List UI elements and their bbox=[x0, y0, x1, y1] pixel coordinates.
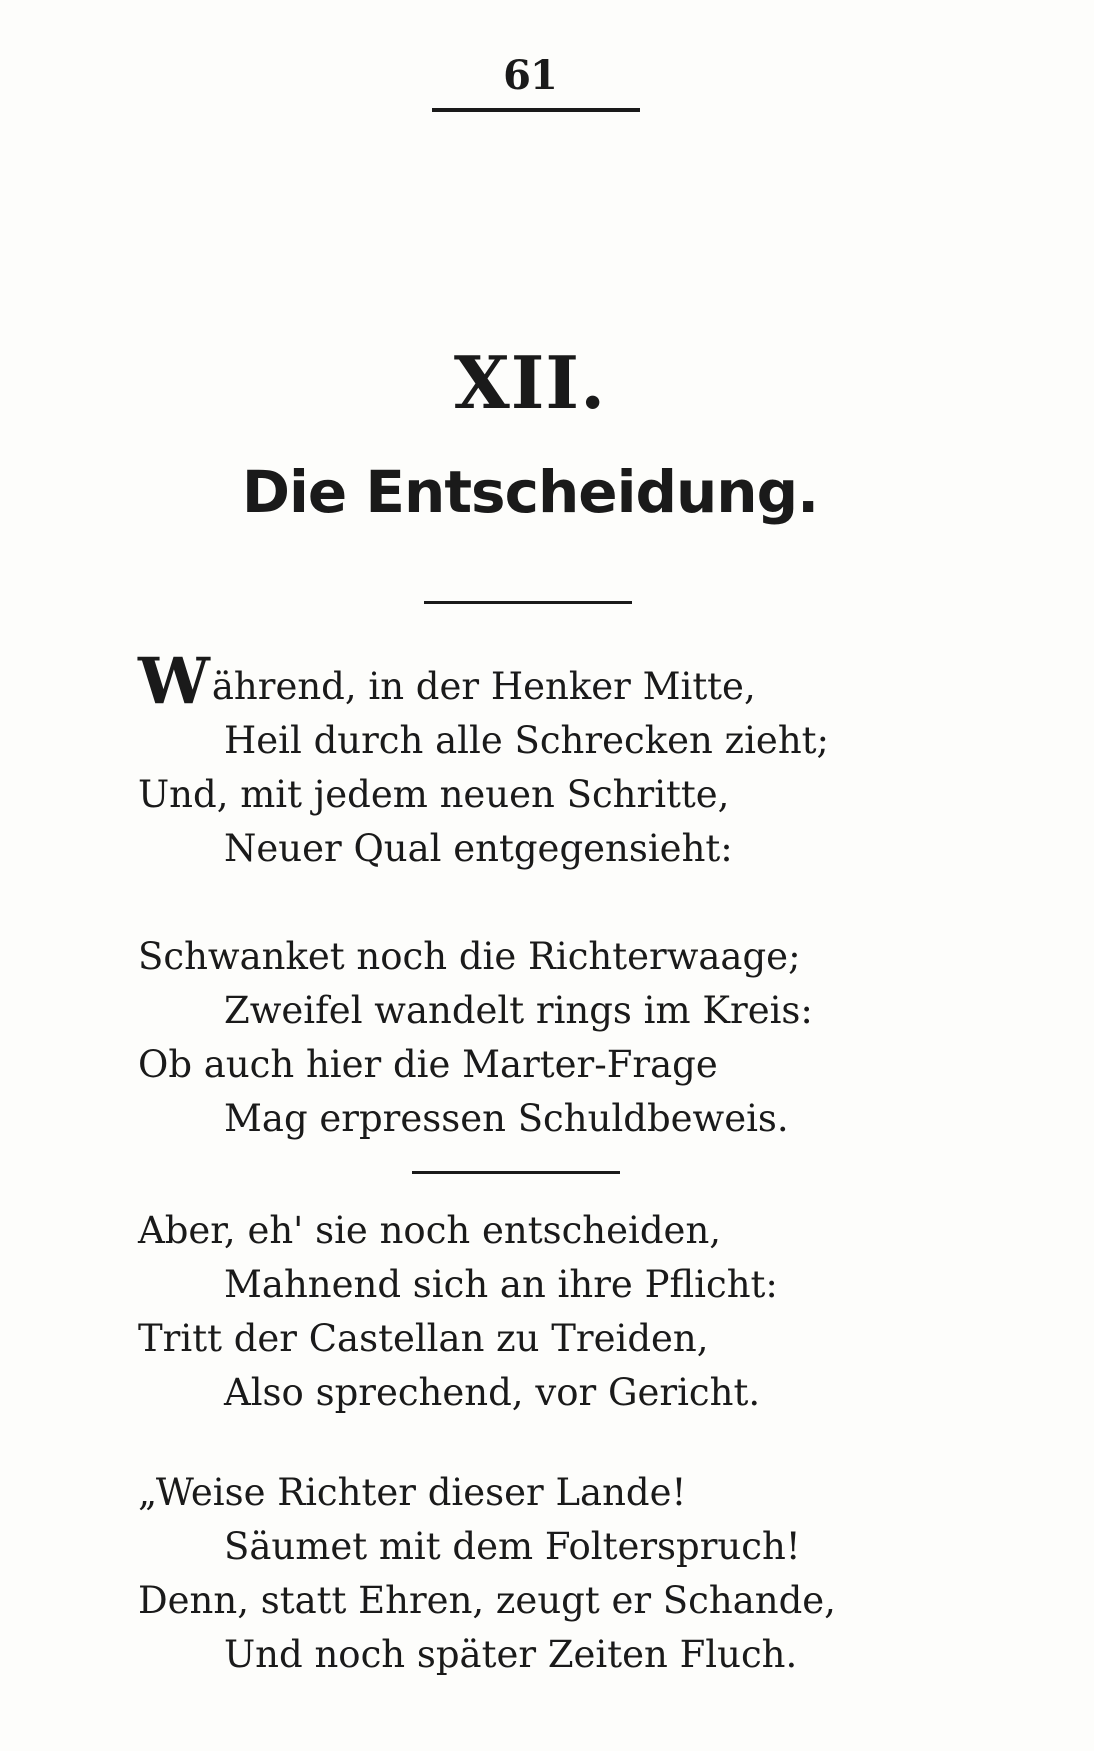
verse-line: Zweifel wandelt rings im Kreis: bbox=[224, 989, 813, 1032]
verse-line bbox=[138, 644, 1018, 719]
chapter-title: Die Entscheidung. bbox=[241, 458, 819, 526]
verse-line: Und noch später Zeiten Fluch. bbox=[224, 1633, 798, 1676]
verse-line: Denn, statt Ehren, zeugt er Schande, bbox=[138, 1579, 836, 1622]
verse-line-text: ährend, in der Henker Mitte, bbox=[211, 665, 756, 708]
verse-line: Schwanket noch die Richterwaage; bbox=[138, 935, 801, 978]
verse-line: Tritt der Castellan zu Treiden, bbox=[138, 1317, 709, 1360]
verse-line: Heil durch alle Schrecken zieht; bbox=[224, 719, 829, 762]
verse-line: Und, mit jedem neuen Schritte, bbox=[138, 773, 730, 816]
page-number: 61 bbox=[503, 52, 557, 99]
section-divider-rule bbox=[412, 1171, 620, 1174]
chapter-numeral: XII. bbox=[453, 340, 607, 425]
verse-line: Neuer Qual entgegensieht: bbox=[224, 827, 733, 870]
verse-line: Mahnend sich an ihre Pflicht: bbox=[224, 1263, 778, 1306]
verse-line: Mag erpressen Schuldbeweis. bbox=[224, 1097, 789, 1140]
verse-line: Aber, eh' sie noch entscheiden, bbox=[138, 1209, 722, 1252]
stanza-1 bbox=[138, 644, 1018, 876]
stanza-2 bbox=[138, 930, 1018, 1146]
stanza-4 bbox=[138, 1466, 1018, 1682]
drop-cap: W bbox=[138, 644, 210, 719]
verse-line: Säumet mit dem Folterspruch! bbox=[224, 1525, 801, 1568]
stanza-3 bbox=[138, 1204, 1018, 1420]
verse-line: Ob auch hier die Marter-Frage bbox=[138, 1043, 718, 1086]
verse-line: „Weise Richter dieser Lande! bbox=[138, 1471, 687, 1514]
header-rule bbox=[432, 108, 640, 112]
title-divider-rule bbox=[424, 601, 632, 604]
verse-line: Also sprechend, vor Gericht. bbox=[224, 1371, 761, 1414]
